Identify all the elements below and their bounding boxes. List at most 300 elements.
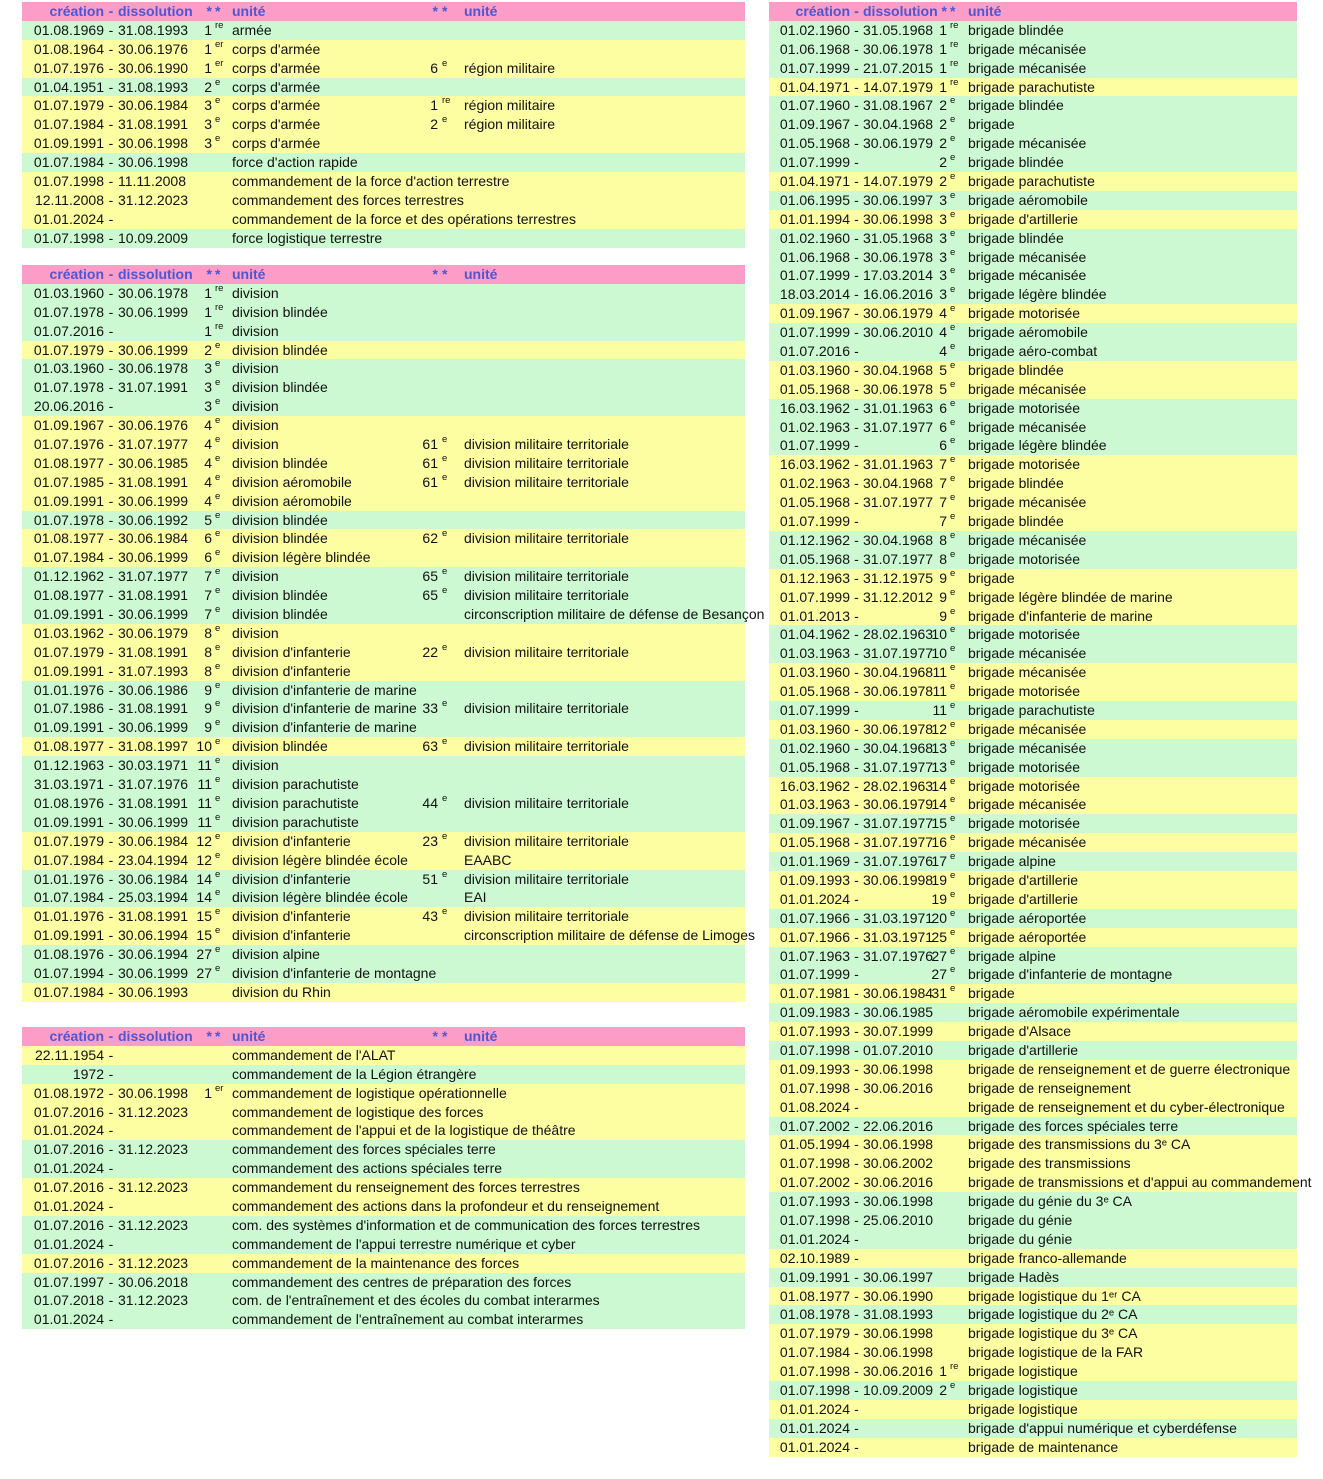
secondary-ordinal-number	[419, 1178, 438, 1197]
unit-name: corps d'armée	[232, 40, 321, 57]
ordinal-suffix	[212, 1287, 230, 1306]
ordinal-number: 14	[931, 777, 947, 794]
secondary-unit-name: région militaire	[464, 116, 556, 133]
unit-name: brigade du génie du 3ᵉ CA	[968, 1193, 1132, 1210]
dissolution-date	[863, 1249, 926, 1268]
creation-date: 01.01.2024	[33, 1311, 104, 1328]
ordinal-suffix: e	[950, 171, 956, 183]
creation-date: 01.07.1979	[779, 1325, 850, 1342]
secondary-ordinal-suffix	[438, 412, 458, 431]
ordinal-number: 4	[204, 492, 212, 509]
dissolution-date: 21.07.2015	[863, 59, 934, 76]
ordinal-suffix: e	[950, 133, 956, 145]
dissolution-date: 31.03.1971	[863, 909, 934, 926]
dissolution-date: 30.06.1997	[863, 191, 934, 208]
creation-date: 01.12.1963	[33, 757, 104, 774]
table-row	[22, 229, 745, 248]
unit-name: division aéromobile	[232, 492, 352, 509]
unit-name: brigade mécanisée	[968, 494, 1087, 511]
table-row	[22, 699, 745, 718]
creation-date: 01.05.1968	[779, 550, 850, 567]
date-separator: -	[108, 530, 114, 547]
date-separator: -	[108, 40, 114, 57]
ordinal-suffix: e	[950, 926, 956, 938]
ordinal-suffix: e	[950, 246, 956, 258]
secondary-ordinal-number	[419, 1273, 438, 1292]
date-separator: -	[854, 40, 859, 57]
dissolution-date	[863, 607, 926, 626]
date-separator: -	[854, 418, 859, 435]
ordinal-number: 6	[939, 437, 947, 454]
ordinal-number	[195, 1310, 212, 1329]
date-separator: -	[108, 719, 114, 736]
dissolution-date: 30.06.1992	[118, 511, 189, 528]
unit-name: brigade logistique du 3ᵉ CA	[968, 1325, 1138, 1342]
creation-date: 01.08.2024	[779, 1098, 850, 1115]
table-row	[769, 1268, 1297, 1287]
table-row	[769, 1343, 1297, 1362]
unit-name: armée	[232, 21, 272, 38]
date-separator: -	[854, 1041, 859, 1058]
dissolution-date: 30.06.1985	[863, 1004, 934, 1021]
unit-name: brigade logistique	[968, 1382, 1078, 1399]
unit-name: division d'infanterie de marine	[232, 681, 417, 698]
ordinal-number: 9	[204, 700, 212, 717]
secondary-ordinal-number	[419, 1121, 438, 1140]
unit-name: division	[232, 568, 279, 585]
secondary-ordinal-number	[419, 134, 438, 153]
creation-date: 16.03.1962	[779, 399, 850, 416]
ordinal-suffix	[212, 1306, 230, 1325]
unit-name: commandement des forces spéciales terre	[232, 1141, 496, 1158]
table-row	[22, 21, 745, 40]
ordinal-suffix	[212, 1212, 230, 1231]
dissolution-date: 31.01.1963	[863, 456, 934, 473]
secondary-ordinal-number: 2	[430, 116, 438, 133]
table-row	[22, 341, 745, 360]
table-row	[769, 210, 1297, 229]
column-header-unit-name: unité	[968, 3, 1002, 19]
secondary-ordinal-suffix	[438, 1250, 458, 1269]
column-header-ordinal-number: *	[206, 3, 212, 19]
unit-name: brigade motorisée	[968, 815, 1081, 832]
unit-name: division blindée	[232, 341, 328, 358]
secondary-ordinal-suffix	[438, 1269, 458, 1288]
date-separator: -	[108, 360, 114, 377]
ordinal-number	[926, 1060, 947, 1079]
dissolution-date: 30.06.1978	[863, 380, 934, 397]
secondary-unit-name	[458, 548, 745, 567]
table-row	[769, 1249, 1297, 1268]
ordinal-suffix: re	[950, 57, 959, 69]
ordinal-number: 11	[197, 757, 212, 774]
dissolution-date: 30.06.1976	[118, 417, 189, 434]
table-row	[22, 191, 745, 210]
table-row	[769, 380, 1297, 399]
creation-date: 01.01.2024	[33, 210, 104, 227]
ordinal-number: 3	[204, 360, 212, 377]
dissolution-date: 31.07.1977	[863, 645, 934, 662]
unit-name: brigade mécanisée	[968, 267, 1087, 284]
ordinal-number: 19	[931, 890, 947, 907]
ordinal-number: 3	[204, 97, 212, 114]
creation-date: 01.05.1968	[779, 683, 850, 700]
dissolution-date: 30.06.1984	[118, 870, 189, 887]
secondary-ordinal-suffix	[438, 206, 458, 225]
table-row	[22, 303, 745, 322]
dissolution-date: 16.06.2016	[863, 286, 934, 303]
table-row	[22, 1273, 745, 1292]
dissolution-date: 11.11.2008	[118, 173, 186, 190]
ordinal-suffix: e	[215, 566, 221, 578]
table-row	[769, 1438, 1297, 1457]
secondary-ordinal-suffix: e	[442, 528, 448, 540]
ordinal-number: 14	[931, 796, 947, 813]
date-separator: -	[108, 135, 114, 152]
table-header-row	[769, 2, 1297, 21]
secondary-ordinal-suffix	[438, 168, 458, 187]
dissolution-date: 30.06.1999	[118, 964, 189, 981]
secondary-ordinal-suffix	[438, 36, 458, 55]
creation-date: 01.07.2016	[33, 1103, 104, 1120]
date-separator: -	[108, 1179, 114, 1196]
unit-name: brigade blindée	[968, 229, 1064, 246]
unit-name: division d'infanterie	[232, 870, 351, 887]
ordinal-number	[926, 1154, 947, 1173]
date-separator: -	[854, 21, 859, 38]
dissolution-date: 25.06.2010	[863, 1212, 934, 1228]
creation-date: 01.07.1986	[33, 700, 104, 717]
creation-date: 01.09.1991	[33, 135, 104, 152]
unit-name: division alpine	[232, 946, 320, 963]
date-separator: -	[108, 624, 114, 641]
ordinal-number: 7	[204, 606, 212, 623]
secondary-ordinal-suffix	[438, 941, 458, 960]
creation-date: 01.01.2024	[33, 1122, 104, 1139]
secondary-ordinal-number	[419, 303, 438, 322]
ordinal-suffix: e	[950, 775, 956, 787]
unit-name: brigade motorisée	[968, 683, 1081, 700]
ordinal-suffix	[947, 1131, 965, 1150]
ordinal-suffix: e	[215, 736, 221, 748]
ordinal-suffix: e	[950, 737, 956, 749]
secondary-unit-name	[458, 624, 745, 643]
ordinal-suffix: e	[215, 774, 221, 786]
unit-name: division	[232, 284, 279, 301]
secondary-ordinal-number: 61	[422, 436, 438, 453]
table-row	[22, 737, 745, 756]
creation-date: 01.07.1999	[779, 588, 850, 605]
dissolution-date: 31.07.1993	[118, 662, 189, 679]
ordinal-number: 3	[204, 135, 212, 152]
table-row	[22, 832, 745, 851]
secondary-ordinal-number	[419, 397, 438, 416]
ordinal-suffix	[947, 1245, 965, 1264]
ordinal-number: 11	[932, 683, 947, 700]
creation-date: 01.07.1998	[779, 1155, 850, 1172]
secondary-ordinal-suffix	[438, 130, 458, 149]
date-separator: -	[854, 739, 859, 756]
date-separator: -	[854, 399, 859, 416]
creation-date: 01.07.1984	[33, 889, 104, 906]
secondary-ordinal-number	[419, 662, 438, 681]
unit-name: division blindée	[232, 587, 328, 604]
table-row	[769, 1192, 1297, 1211]
table-header-row	[22, 2, 745, 21]
ordinal-number	[926, 1419, 947, 1438]
date-separator: -	[108, 1235, 114, 1252]
unit-name: brigade de renseignement et de guerre électronique	[968, 1060, 1291, 1077]
date-separator: -	[108, 568, 114, 585]
ordinal-suffix	[947, 1301, 965, 1320]
ordinal-suffix: e	[215, 452, 221, 464]
ordinal-suffix: e	[950, 473, 956, 485]
secondary-ordinal-number	[419, 681, 438, 700]
secondary-ordinal-number	[419, 1254, 438, 1273]
table-row	[22, 1159, 745, 1178]
date-separator: -	[854, 664, 859, 681]
ordinal-suffix: e	[215, 622, 221, 634]
secondary-unit-name	[458, 284, 745, 303]
secondary-ordinal-number	[419, 492, 438, 511]
secondary-unit-name	[458, 718, 745, 737]
column-header-secondary-unit-name: unité	[464, 1028, 498, 1044]
secondary-ordinal-number: 65	[422, 587, 438, 604]
ordinal-number	[195, 1065, 212, 1084]
creation-date: 01.07.1978	[33, 379, 104, 396]
unit-name: division	[232, 624, 279, 641]
ordinal-suffix: e	[950, 699, 956, 711]
date-separator: -	[108, 59, 114, 76]
dissolution-date: 30.06.1998	[863, 1193, 934, 1210]
creation-date: 01.08.1977	[33, 530, 104, 547]
date-separator: -	[854, 456, 859, 473]
ordinal-number: 5	[939, 380, 947, 397]
ordinal-number: 9	[204, 719, 212, 736]
table-row	[22, 1291, 745, 1310]
table-row	[769, 758, 1297, 777]
table-row	[22, 473, 745, 492]
date-separator: -	[854, 1155, 859, 1172]
ordinal-suffix	[212, 1231, 230, 1250]
dissolution-date	[863, 890, 926, 909]
date-separator: -	[108, 341, 114, 358]
date-separator: -	[108, 1292, 114, 1309]
ordinal-number	[926, 1268, 947, 1287]
ordinal-number: 4	[939, 343, 947, 360]
dissolution-date: 23.04.1994	[118, 851, 189, 868]
ordinal-number: 7	[204, 587, 212, 604]
unit-name: brigade blindée	[968, 475, 1064, 492]
ordinal-suffix	[212, 1099, 230, 1118]
table-row	[22, 813, 745, 832]
column-header-secondary-ordinal-number: *	[432, 3, 438, 19]
unit-name: brigade aéroportée	[968, 928, 1087, 945]
ordinal-suffix: e	[950, 303, 956, 315]
creation-date: 1972	[72, 1065, 104, 1082]
table-row	[769, 1305, 1297, 1324]
date-separator: -	[108, 1084, 114, 1101]
creation-date: 01.07.1999	[779, 513, 850, 530]
date-separator: -	[108, 1198, 114, 1215]
dissolution-date: 31.08.1997	[118, 738, 189, 755]
table-row	[22, 870, 745, 889]
ordinal-number: 9	[939, 607, 947, 624]
date-separator: -	[854, 758, 859, 775]
secondary-ordinal-number	[419, 229, 438, 248]
ordinal-suffix: e	[215, 962, 221, 974]
secondary-ordinal-number	[419, 1197, 438, 1216]
ordinal-number: 1	[204, 21, 212, 38]
secondary-ordinal-suffix	[438, 922, 458, 941]
ordinal-suffix: e	[950, 832, 956, 844]
ordinal-suffix: e	[950, 718, 956, 730]
ordinal-suffix	[947, 1037, 965, 1056]
secondary-ordinal-number: 23	[422, 832, 438, 849]
secondary-ordinal-number	[419, 210, 438, 229]
date-separator: -	[854, 1287, 859, 1304]
unit-name: division parachutiste	[232, 794, 359, 811]
secondary-ordinal-suffix	[438, 507, 458, 526]
secondary-ordinal-number: 1	[430, 97, 438, 114]
unit-name: brigade légère blindée	[968, 286, 1107, 303]
creation-date: 01.07.2018	[33, 1292, 104, 1309]
secondary-unit-name: division militaire territoriale	[464, 568, 629, 585]
secondary-ordinal-number	[419, 322, 438, 341]
unit-name: commandement des forces terrestres	[232, 191, 464, 208]
unit-name: division blindée	[232, 738, 328, 755]
ordinal-suffix: e	[215, 698, 221, 710]
dissolution-date: 31.07.1976	[863, 947, 934, 964]
date-separator: -	[108, 813, 114, 830]
ordinal-suffix: e	[950, 851, 956, 863]
unit-name: division d'infanterie	[232, 908, 351, 925]
ordinal-number: 4	[204, 436, 212, 453]
secondary-ordinal-number	[419, 284, 438, 303]
dissolution-date: 31.08.1991	[118, 908, 189, 925]
date-separator: -	[854, 1212, 859, 1228]
table-row	[22, 794, 745, 813]
secondary-ordinal-number	[419, 1291, 438, 1310]
ordinal-suffix: e	[950, 189, 956, 201]
dissolution-date: 30.06.1997	[863, 1268, 934, 1285]
secondary-ordinal-suffix	[438, 74, 458, 93]
date-separator: -	[854, 550, 859, 567]
dissolution-date: 30.06.1979	[863, 796, 934, 813]
ordinal-number: 7	[939, 513, 947, 530]
secondary-ordinal-suffix	[438, 1174, 458, 1193]
dissolution-date: 31.12.1975	[863, 569, 934, 586]
ordinal-suffix: e	[215, 76, 221, 88]
ordinal-number: 8	[204, 662, 212, 679]
creation-date: 01.07.1984	[33, 851, 104, 868]
date-separator: -	[108, 549, 114, 566]
dissolution-date: 30.06.1998	[118, 154, 189, 171]
secondary-unit-name: division militaire territoriale	[464, 530, 629, 547]
secondary-ordinal-number	[419, 359, 438, 378]
unit-name: corps d'armée	[232, 116, 321, 133]
unit-name: division légère blindée école	[232, 851, 408, 868]
ordinal-suffix	[212, 979, 230, 998]
creation-date: 01.07.1998	[779, 1382, 850, 1399]
creation-date: 01.04.1971	[779, 173, 850, 190]
table-row	[769, 739, 1297, 758]
ordinal-suffix: re	[215, 320, 224, 332]
secondary-ordinal-number: 61	[422, 454, 438, 471]
ordinal-number: 9	[939, 569, 947, 586]
dissolution-date	[863, 436, 926, 455]
ordinal-suffix: e	[950, 888, 956, 900]
dissolution-date	[118, 210, 195, 229]
ordinal-suffix: e	[950, 359, 956, 371]
table-row	[22, 40, 745, 59]
ordinal-number	[926, 1022, 947, 1041]
ordinal-suffix: e	[215, 717, 221, 729]
dissolution-date: 30.06.2016	[863, 1363, 934, 1380]
ordinal-suffix: e	[950, 284, 956, 296]
unit-name: brigade motorisée	[968, 777, 1081, 794]
table-row	[22, 359, 745, 378]
creation-date: 01.08.1977	[33, 454, 104, 471]
ordinal-number: 11	[197, 794, 212, 811]
unit-name: brigade de renseignement	[968, 1079, 1131, 1096]
dissolution-date: 30.06.1994	[118, 927, 189, 944]
secondary-unit-name	[458, 229, 745, 248]
table-row	[22, 1197, 745, 1216]
dissolution-date: 30.04.1968	[863, 116, 934, 133]
creation-date: 01.08.1977	[33, 738, 104, 755]
secondary-unit-name	[458, 1084, 745, 1103]
secondary-unit-name: circonscription militaire de défense de Besançon	[464, 606, 765, 623]
unit-name: division	[232, 360, 279, 377]
date-separator: -	[108, 1273, 114, 1290]
dissolution-date: 30.06.1998	[863, 1344, 934, 1361]
dissolution-date: 30.06.1984	[118, 530, 189, 547]
ordinal-number: 1	[204, 40, 212, 57]
ordinal-number	[195, 172, 212, 191]
creation-date: 01.09.1967	[33, 417, 104, 434]
column-header-date-separator: -	[108, 1028, 114, 1044]
dissolution-date: 31.12.2023	[118, 1254, 189, 1271]
table-row	[769, 625, 1297, 644]
unit-name: brigade des transmissions du 3ᵉ CA	[968, 1136, 1191, 1153]
ordinal-number	[195, 1216, 212, 1235]
table-row	[769, 59, 1297, 78]
dissolution-date: 31.12.2023	[118, 191, 189, 208]
ordinal-suffix: e	[950, 605, 956, 617]
ordinal-number	[926, 1305, 947, 1324]
date-separator: -	[854, 1023, 859, 1040]
ordinal-suffix: er	[215, 57, 224, 69]
unit-name: division légère blindée école	[232, 889, 408, 906]
column-header-ordinal-suffix: *	[950, 3, 956, 19]
ordinal-number: 2	[939, 135, 947, 152]
creation-date: 01.07.2016	[33, 1254, 104, 1271]
unit-name: division	[232, 398, 279, 415]
creation-date: 01.07.1984	[33, 983, 104, 1000]
date-separator: -	[108, 606, 114, 623]
secondary-unit-name	[458, 492, 745, 511]
secondary-unit-name: EAI	[464, 889, 487, 906]
unit-name: commandement de l'appui terrestre numérique et cyber	[232, 1235, 576, 1252]
dissolution-date: 30.06.1998	[863, 1325, 934, 1342]
column-header-date-separator: -	[854, 3, 859, 19]
unit-name: commandement du renseignement des forces terrestres	[232, 1179, 580, 1196]
creation-date: 01.07.1998	[779, 1079, 850, 1096]
creation-date: 01.08.1972	[33, 1084, 104, 1101]
creation-date: 01.07.1999	[779, 154, 850, 171]
date-separator: -	[854, 1079, 859, 1096]
